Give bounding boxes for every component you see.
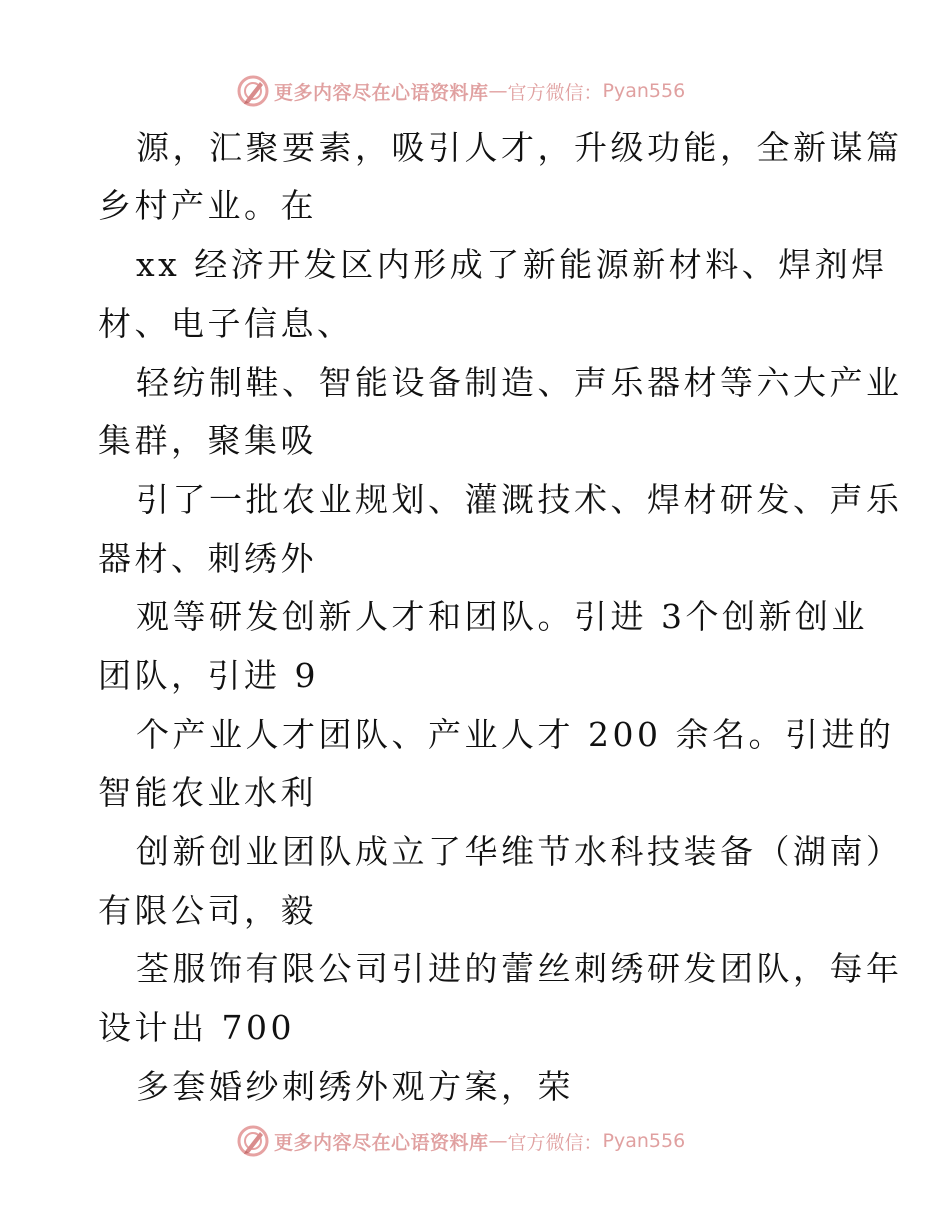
text-line: 引了一批农业规划、灌溉技术、焊材研发、声乐 (136, 480, 903, 519)
text-line: 器材、刺绣外 (98, 539, 317, 578)
text-line: 荃服饰有限公司引进的蕾丝刺绣研发团队，每年 (136, 949, 903, 988)
text-line: 有限公司，毅 (98, 891, 317, 930)
watermark-id: Pyan556 (602, 80, 686, 102)
text-line: 观等研发创新人才和团队。引进 3个创新创业 (136, 597, 868, 636)
text-line: 创新创业团队成立了华维节水科技装备（湖南） (136, 832, 903, 871)
text-line: 源，汇聚要素，吸引人才，升级功能，全新谋篇 (136, 128, 903, 167)
watermark-separator: — (488, 80, 508, 102)
text-line: 设计出 700 (98, 1008, 295, 1047)
text-line: 乡村产业。在 (98, 186, 317, 225)
text-line: 材、电子信息、 (98, 304, 354, 343)
watermark-main-text: 更多内容尽在心语资料库 (274, 1131, 489, 1154)
text-line: 集群，聚集吸 (98, 421, 317, 460)
watermark-label: 官方微信： (507, 81, 603, 104)
text-line: 智能农业水利 (98, 773, 317, 812)
watermark-id: Pyan556 (602, 1130, 686, 1152)
text-line: 轻纺制鞋、智能设备制造、声乐器材等六大产业 (136, 363, 903, 402)
text-line: xx 经济开发区内形成了新能源新材料、焊剂焊 (136, 245, 888, 284)
text-line: 多套婚纱刺绣外观方案，荣 (136, 1067, 574, 1106)
footer-watermark (236, 1124, 685, 1158)
watermark-label: 官方微信： (507, 1131, 603, 1154)
watermark-separator: — (488, 1130, 508, 1152)
pen-logo-icon (236, 74, 270, 108)
watermark-main-text: 更多内容尽在心语资料库 (274, 81, 489, 104)
pen-logo-icon (236, 1124, 270, 1158)
text-line: 团队，引进 9 (98, 656, 319, 695)
header-watermark (236, 74, 685, 108)
text-line: 个产业人才团队、产业人才 200 余名。引进的 (136, 715, 895, 754)
